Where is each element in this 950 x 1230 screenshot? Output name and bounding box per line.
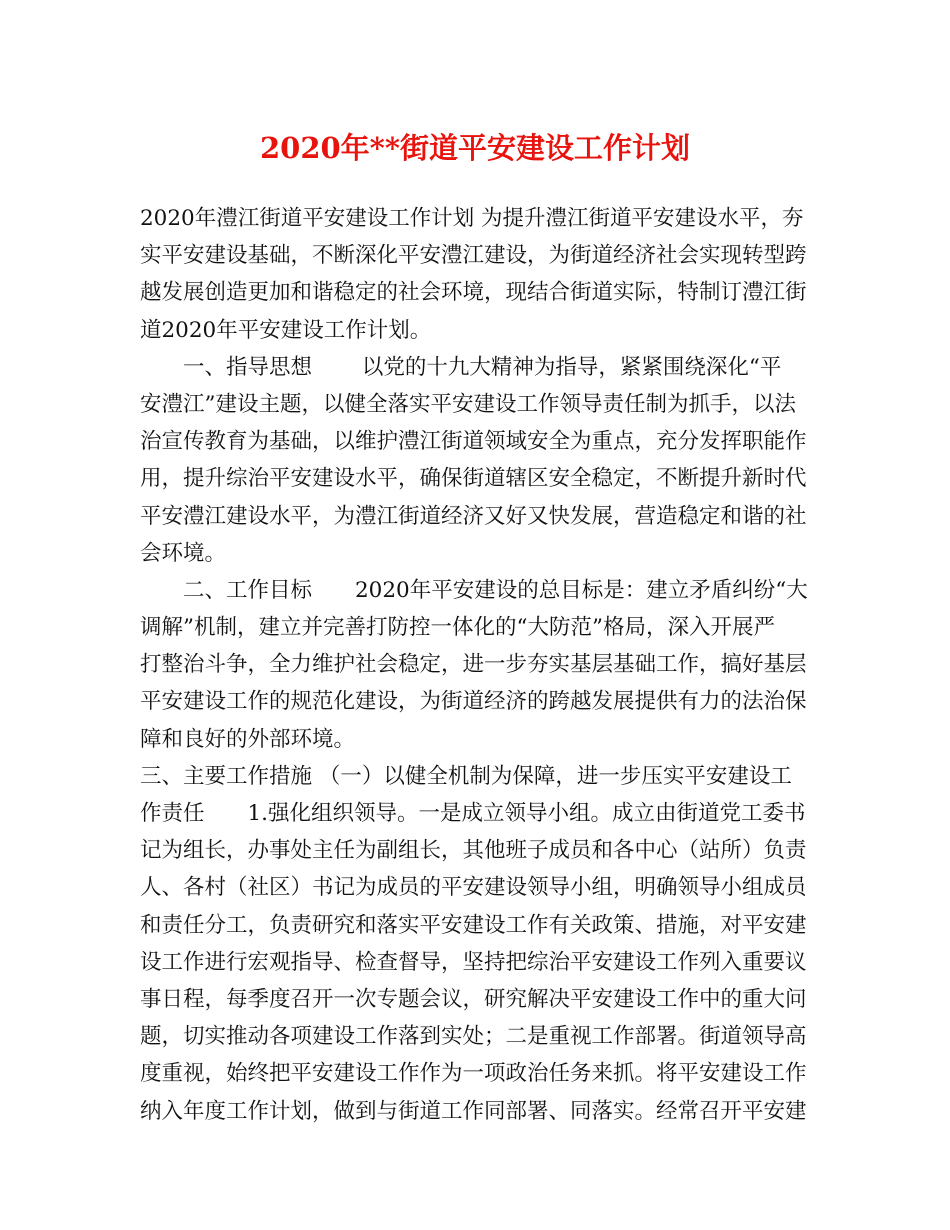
document-body — [140, 200, 820, 1130]
body-text-line: 题，切实推动各项建设工作落到实处；二是重视工作部署。街道领导高 — [140, 1024, 807, 1050]
body-text-line: 实平安建设基础，不断深化平安澧江建设，为街道经济社会实现转型跨 — [140, 243, 807, 269]
body-text-line: 会环境。 — [140, 540, 227, 566]
body-text-line: 三、主要工作措施 （一）以健全机制为保障，进一步压实平安建设工 — [140, 763, 792, 789]
body-text-line: 人、各村（社区）书记为成员的平安建设领导小组，明确领导小组成员 — [140, 875, 807, 901]
body-text-line: 设工作进行宏观指导、检查督导，坚持把综治平安建设工作列入重要议 — [140, 949, 807, 975]
body-text-line: 作责任 1.强化组织领导。一是成立领导小组。成立由街道党工委书 — [140, 801, 806, 826]
body-text-line: 道2020年平安建设工作计划。 — [140, 317, 432, 343]
body-text-line: 障和良好的外部环境。 — [140, 726, 356, 752]
body-text-line: 安澧江”建设主题，以健全落实平安建设工作领导责任制为抓手，以法 — [140, 391, 796, 417]
body-text-line: 度重视，始终把平安建设工作作为一项政治任务来抓。将平安建设工作 — [140, 1061, 807, 1087]
body-text-line: 和责任分工，负责研究和落实平安建设工作有关政策、措施，对平安建 — [140, 912, 807, 938]
body-text-line: 越发展创造更加和谐稳定的社会环境，现结合街道实际，特制订澧江街 — [140, 280, 807, 306]
body-text-line: 一、指导思想 以党的十九大精神为指导，紧紧围绕深化“平 — [140, 354, 782, 380]
body-text-line: 治宣传教育为基础，以维护澧江街道领域安全为重点，充分发挥职能作 — [140, 429, 807, 455]
body-text-line: 纳入年度工作计划，做到与街道工作同部署、同落实。经常召开平安建 — [140, 1098, 807, 1124]
body-text-line: 事日程，每季度召开一次专题会议，研究解决平安建设工作中的重大问 — [140, 986, 807, 1012]
body-text-line: 2020年澧江街道平安建设工作计划 为提升澧江街道平安建设水平，夯 — [140, 206, 804, 231]
body-text-line: 记为组长，办事处主任为副组长，其他班子成员和各中心（站所）负责 — [140, 838, 807, 864]
body-text-line: 打整治斗争，全力维护社会稳定，进一步夯实基层基础工作，搞好基层 — [140, 652, 807, 678]
body-text-line: 用，提升综治平安建设水平，确保街道辖区安全稳定，不断提升新时代 — [140, 466, 807, 492]
body-text-line: 平安澧江建设水平，为澧江街道经济又好又快发展，营造稳定和谐的社 — [140, 503, 807, 529]
body-text-line: 平安建设工作的规范化建设，为街道经济的跨越发展提供有力的法治保 — [140, 689, 807, 715]
document-title: 2020年**街道平安建设工作计划 — [259, 131, 691, 165]
body-text-line: 二、工作目标 2020年平安建设的总目标是：建立矛盾纠纷“大 — [140, 577, 808, 603]
body-text-line: 调解”机制，建立并完善打防控一体化的“大防范”格局，深入开展严 — [140, 615, 775, 641]
